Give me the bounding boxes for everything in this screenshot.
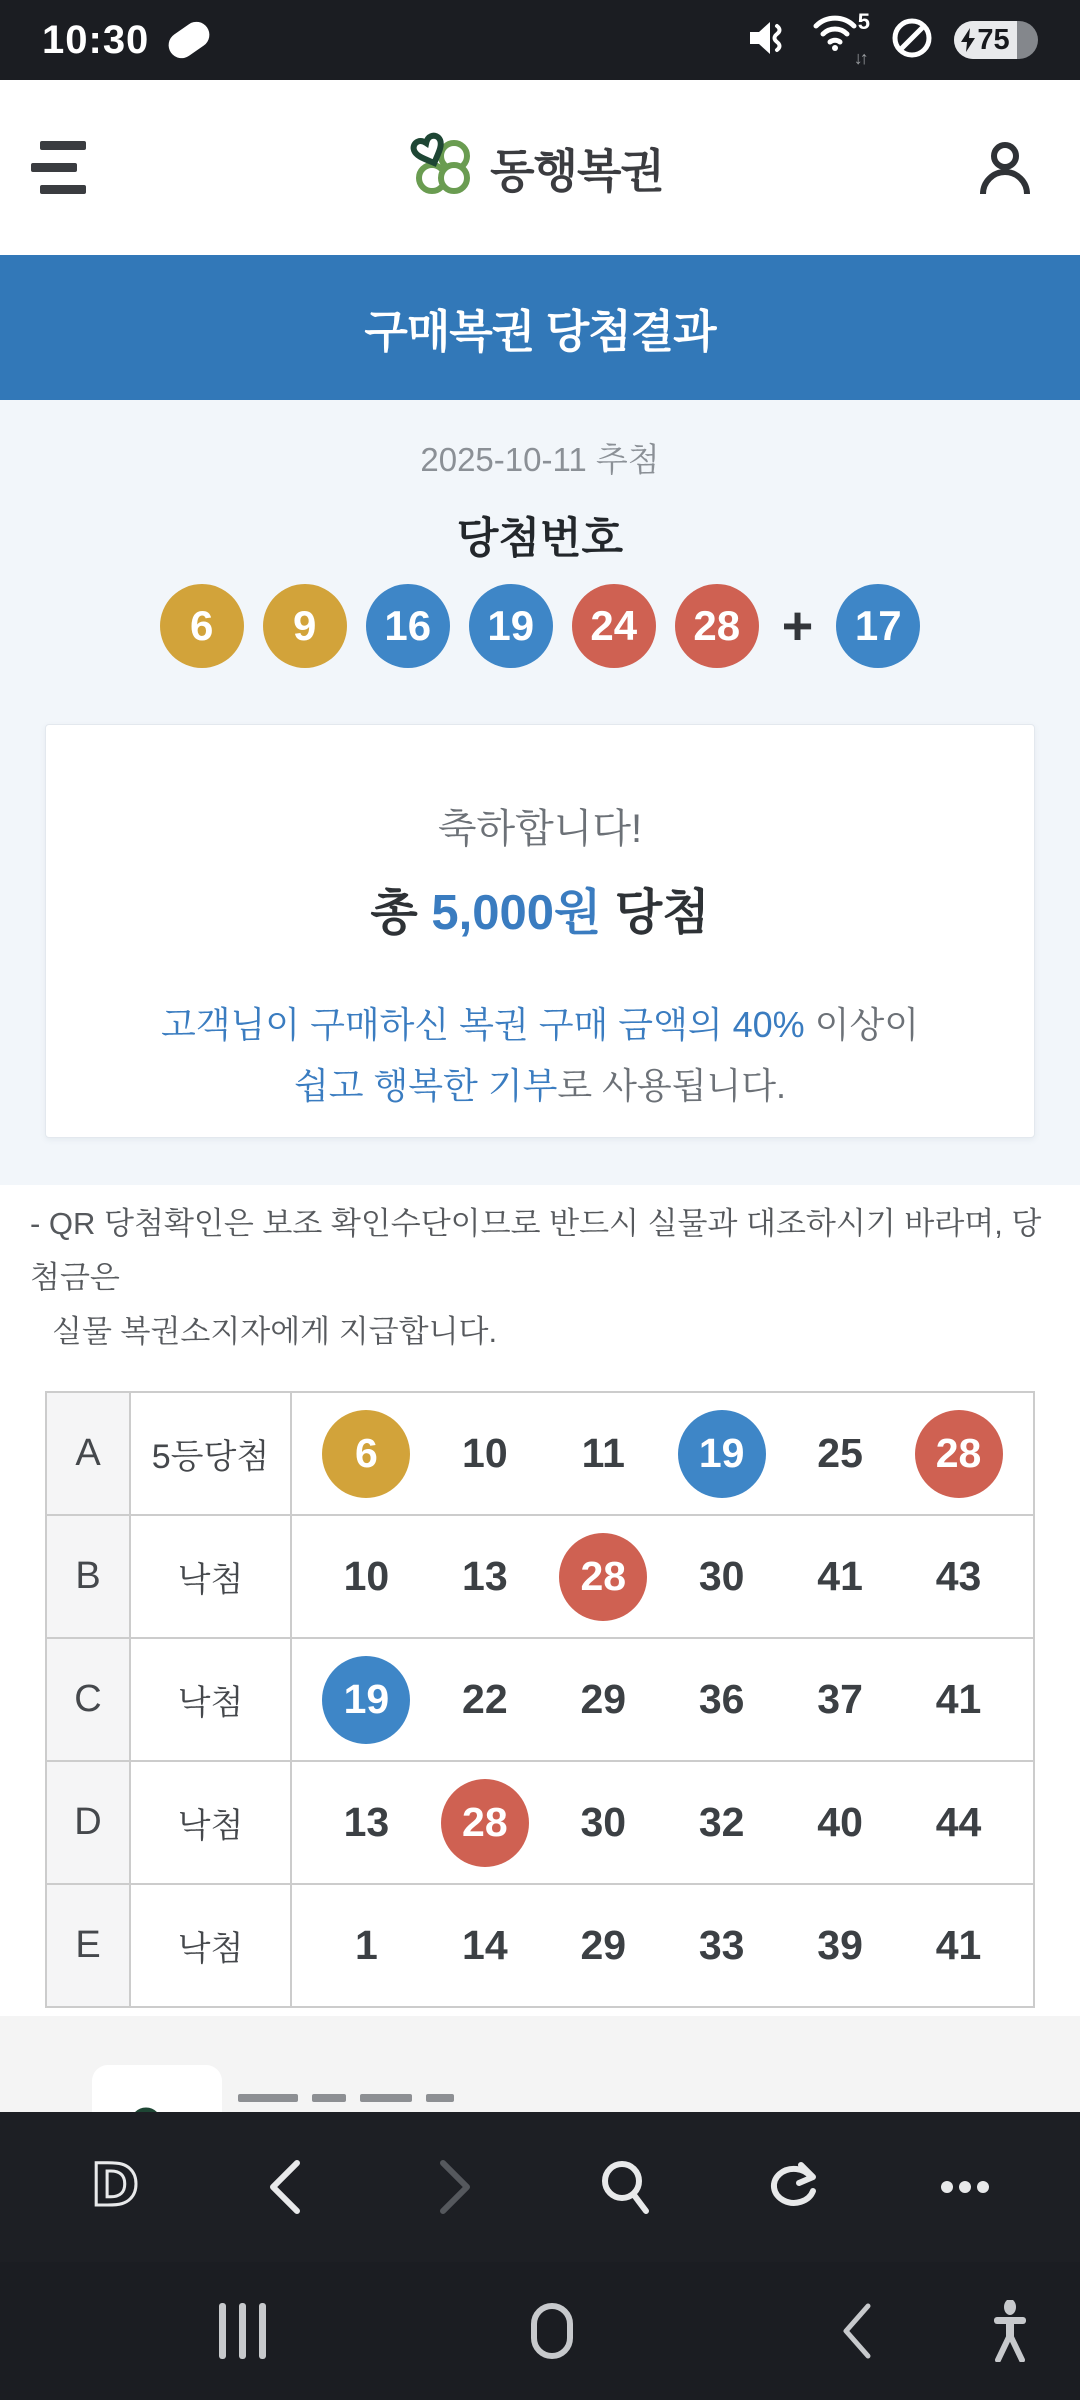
browser-refresh-button[interactable] bbox=[750, 2142, 840, 2232]
ticket-number-41: 41 bbox=[935, 1922, 982, 1968]
number-slot bbox=[322, 1922, 410, 1969]
ticket-result: 낙첨 bbox=[130, 1638, 291, 1761]
number-slot bbox=[915, 1553, 1003, 1600]
number-slot bbox=[915, 1799, 1003, 1846]
ticket-number-29: 29 bbox=[580, 1676, 627, 1722]
ticket-result: 5등당첨 bbox=[130, 1392, 291, 1515]
brand-logo[interactable] bbox=[408, 130, 664, 205]
status-left bbox=[42, 18, 211, 63]
browser-search-button[interactable] bbox=[580, 2142, 670, 2232]
ticket-number-10: 10 bbox=[343, 1553, 390, 1599]
profile-button[interactable] bbox=[970, 133, 1040, 203]
number-slot bbox=[796, 1676, 884, 1723]
qr-notice: - QR 당첨확인은 보조 확인수단이므로 반드시 실물과 대조하시기 바라며, 당첨금은 실물 복권소지자에게 지급합니다. bbox=[30, 1206, 1042, 1349]
number-slot bbox=[441, 1553, 529, 1600]
ticket-number-29: 29 bbox=[580, 1922, 627, 1968]
ticket-number-13: 13 bbox=[343, 1799, 390, 1845]
ticket-result: 낙첨 bbox=[130, 1515, 291, 1638]
lotto-ball-9: 9 bbox=[263, 584, 347, 668]
lotto-ball-6: 6 bbox=[322, 1410, 410, 1498]
number-slot bbox=[915, 1676, 1003, 1723]
ticket-label: C bbox=[46, 1638, 130, 1761]
refresh-icon bbox=[767, 2157, 823, 2217]
number-slot bbox=[559, 1676, 647, 1723]
ticket-result: 낙첨 bbox=[130, 1884, 291, 2007]
nav-back-icon bbox=[840, 2302, 874, 2360]
accessibility-button[interactable] bbox=[950, 2262, 1070, 2400]
ticket-number-13: 13 bbox=[462, 1553, 508, 1599]
browser-toolbar bbox=[0, 2112, 1080, 2262]
lotto-ball-17: 17 bbox=[836, 584, 920, 668]
ticket-number-22: 22 bbox=[462, 1676, 508, 1722]
donation-text: 고객님이 구매하신 복권 구매 금액의 40% 이상이 쉽고 행복한 기부로 사용됩니다. bbox=[160, 1004, 920, 1106]
ticket-number-41: 41 bbox=[935, 1676, 982, 1722]
battery-fill bbox=[954, 21, 1017, 59]
clover-logo-icon bbox=[408, 130, 478, 205]
ticket-label: B bbox=[46, 1515, 130, 1638]
samsung-internet-icon bbox=[87, 2155, 143, 2219]
prize-line: 총 5,000원 당첨 bbox=[370, 886, 710, 940]
bonus-plus-sign: + bbox=[781, 596, 814, 656]
page-title: 구매복권 당첨결과 bbox=[364, 306, 716, 357]
page-footer bbox=[0, 2016, 1080, 2112]
ticket-number-11: 11 bbox=[581, 1430, 625, 1476]
number-slot bbox=[678, 1799, 766, 1846]
ticket-label: D bbox=[46, 1761, 130, 1884]
interruption-blocked-icon bbox=[890, 16, 934, 65]
ticket-number-32: 32 bbox=[698, 1799, 745, 1845]
number-slot bbox=[559, 1922, 647, 1969]
number-slot bbox=[441, 1676, 529, 1723]
number-slot bbox=[441, 1430, 529, 1477]
ticket-number-1: 1 bbox=[355, 1922, 378, 1968]
status-bar bbox=[0, 0, 1080, 80]
ticket-number-36: 36 bbox=[698, 1676, 745, 1722]
more-dots-icon bbox=[937, 2177, 993, 2197]
ticket-numbers bbox=[291, 1638, 1034, 1761]
lotto-ball-28: 28 bbox=[675, 584, 759, 668]
footer-clover-logo-icon bbox=[130, 2107, 200, 2112]
ticket-number-40: 40 bbox=[817, 1799, 863, 1845]
recent-apps-button[interactable] bbox=[172, 2262, 312, 2400]
winning-numbers-heading: 당첨번호 bbox=[456, 515, 624, 563]
lotto-ball-28: 28 bbox=[559, 1533, 647, 1621]
ticket-result: 낙첨 bbox=[130, 1761, 291, 1884]
battery-icon bbox=[954, 21, 1038, 59]
status-right bbox=[748, 8, 1038, 69]
page-title-banner bbox=[0, 255, 1080, 400]
battery-percent: 75 bbox=[977, 23, 1010, 56]
menu-button[interactable] bbox=[40, 137, 102, 199]
nav-back-button[interactable] bbox=[787, 2262, 927, 2400]
home-icon bbox=[531, 2303, 573, 2359]
congrats-card bbox=[45, 724, 1035, 1138]
number-slot bbox=[678, 1553, 766, 1600]
footer-logo-card bbox=[92, 2065, 222, 2112]
number-slot bbox=[796, 1553, 884, 1600]
browser-back-button[interactable] bbox=[240, 2142, 330, 2232]
system-navigation-bar bbox=[0, 2262, 1080, 2400]
table-row-D bbox=[46, 1761, 1034, 1884]
number-slot bbox=[678, 1410, 766, 1498]
ticket-number-44: 44 bbox=[935, 1799, 982, 1845]
charging-bolt-icon bbox=[961, 28, 975, 52]
table-row-B bbox=[46, 1515, 1034, 1638]
ticket-numbers bbox=[291, 1515, 1034, 1638]
ticket-number-43: 43 bbox=[935, 1553, 982, 1599]
number-slot bbox=[915, 1922, 1003, 1969]
ticket-numbers bbox=[291, 1884, 1034, 2007]
number-slot bbox=[322, 1410, 410, 1498]
number-slot bbox=[322, 1799, 410, 1846]
wifi-updown-arrows-icon: ↓↑ bbox=[853, 47, 866, 68]
lotto-ball-16: 16 bbox=[366, 584, 450, 668]
app-header bbox=[0, 80, 1080, 255]
recents-icon bbox=[219, 2303, 266, 2359]
ticket-number-30: 30 bbox=[698, 1553, 745, 1599]
lotto-ball-28: 28 bbox=[441, 1779, 529, 1867]
draw-date: 2025-10-11 추첨 bbox=[420, 441, 660, 478]
number-slot bbox=[678, 1922, 766, 1969]
ticket-number-30: 30 bbox=[580, 1799, 627, 1845]
number-slot bbox=[559, 1533, 647, 1621]
lotto-ball-19: 19 bbox=[469, 584, 553, 668]
ticket-number-39: 39 bbox=[817, 1922, 863, 1968]
home-button[interactable] bbox=[482, 2262, 622, 2400]
number-slot bbox=[796, 1799, 884, 1846]
lotto-ball-6: 6 bbox=[160, 584, 244, 668]
notification-pill-icon bbox=[164, 17, 215, 64]
svg-text:D: D bbox=[90, 2155, 140, 2219]
ticket-number-25: 25 bbox=[817, 1430, 863, 1476]
brand-name: 동행복권 bbox=[490, 144, 664, 197]
ticket-number-14: 14 bbox=[462, 1922, 508, 1968]
table-row-A bbox=[46, 1392, 1034, 1515]
ticket-number-10: 10 bbox=[462, 1430, 508, 1476]
wifi-icon bbox=[812, 8, 870, 69]
ticket-numbers bbox=[291, 1392, 1034, 1515]
ticket-results-table bbox=[45, 1391, 1035, 2008]
number-slot bbox=[559, 1430, 647, 1477]
prize-amount: 5,000원 bbox=[431, 886, 602, 940]
number-slot bbox=[796, 1922, 884, 1969]
result-section bbox=[0, 400, 1080, 1185]
status-time: 10:30 bbox=[42, 17, 150, 62]
number-slot bbox=[796, 1430, 884, 1477]
ticket-number-41: 41 bbox=[817, 1553, 863, 1599]
browser-more-button[interactable] bbox=[920, 2142, 1010, 2232]
browser-forward-button[interactable] bbox=[410, 2142, 500, 2232]
number-slot bbox=[441, 1779, 529, 1867]
ticket-results-section bbox=[0, 1185, 1080, 2016]
ticket-number-33: 33 bbox=[698, 1922, 745, 1968]
number-slot bbox=[322, 1553, 410, 1600]
congrats-text: 축하합니다! bbox=[437, 807, 643, 851]
forward-arrow-icon bbox=[435, 2157, 475, 2217]
ticket-label: E bbox=[46, 1884, 130, 2007]
lotto-ball-19: 19 bbox=[322, 1656, 410, 1744]
number-slot bbox=[441, 1922, 529, 1969]
lotto-ball-28: 28 bbox=[915, 1410, 1003, 1498]
ticket-label: A bbox=[46, 1392, 130, 1515]
search-icon bbox=[596, 2157, 654, 2217]
winning-balls-row bbox=[0, 584, 1080, 668]
table-row-C bbox=[46, 1638, 1034, 1761]
lotto-ball-19: 19 bbox=[678, 1410, 766, 1498]
wifi-generation-label: 5 bbox=[857, 8, 870, 34]
ticket-numbers bbox=[291, 1761, 1034, 1884]
back-arrow-icon bbox=[265, 2157, 305, 2217]
accessibility-person-icon bbox=[988, 2300, 1032, 2362]
person-icon bbox=[973, 136, 1037, 200]
number-slot bbox=[915, 1410, 1003, 1498]
table-row-E bbox=[46, 1884, 1034, 2007]
browser-logo-button[interactable] bbox=[70, 2142, 160, 2232]
ticket-number-37: 37 bbox=[817, 1676, 863, 1722]
mute-vibrate-icon bbox=[748, 18, 792, 63]
number-slot bbox=[678, 1676, 766, 1723]
number-slot bbox=[322, 1656, 410, 1744]
lotto-ball-24: 24 bbox=[572, 584, 656, 668]
footer-text-fragment bbox=[238, 2094, 454, 2102]
number-slot bbox=[559, 1799, 647, 1846]
